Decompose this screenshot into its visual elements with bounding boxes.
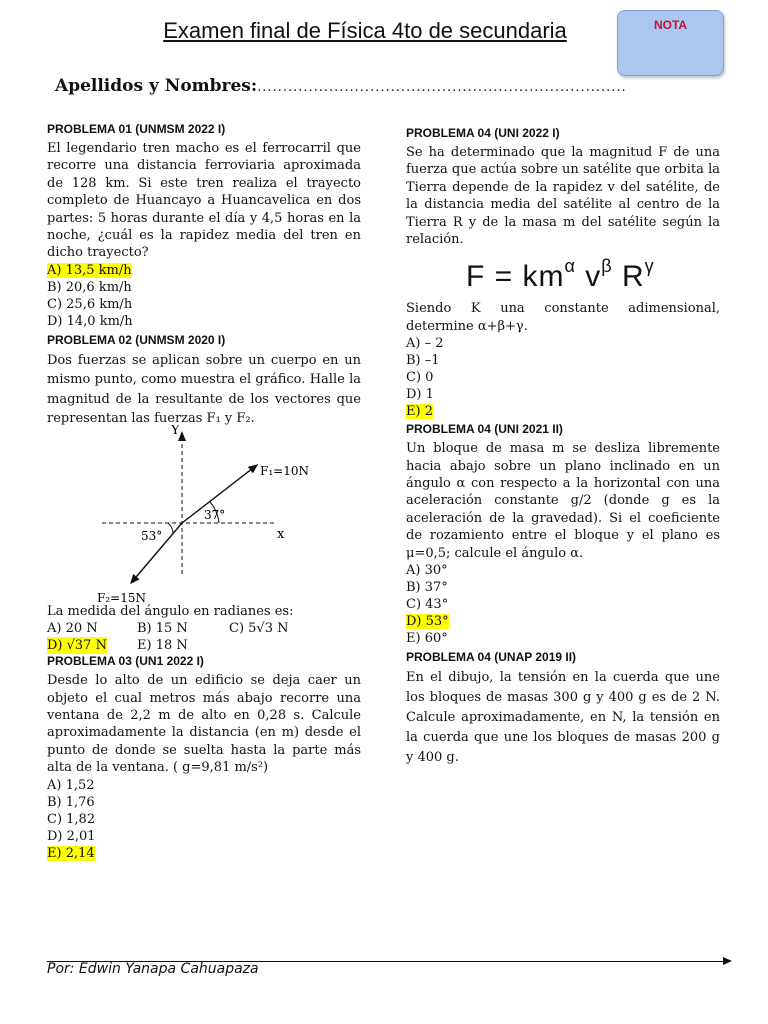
option: E) 2 <box>406 404 433 420</box>
option-row <box>47 620 361 637</box>
option: E) 60° <box>406 631 448 647</box>
angle-53-label: 53° <box>141 528 163 543</box>
grade-box <box>617 10 724 76</box>
author-credit: Por: Edwin Yanapa Cahuapaza <box>47 961 259 977</box>
problem-text: El legendario tren macho es el ferrocarril que recorre una distancia ferroviaria aproximada de 128 km. Si este tren realiza el trayecto completo de Huancayo a Huancavelica en dos partes: 5 horas durante el día y 4,5 horas en la noche, ¿cuál es la rapidez media del tren en dicho trayecto? <box>47 141 361 261</box>
option: D) √37 N <box>47 638 107 654</box>
force-vector-diagram <box>47 425 361 603</box>
problem-heading: PROBLEMA 04 (UNAP 2019 II) <box>406 650 577 665</box>
problem-heading: PROBLEMA 03 (UN1 2022 I) <box>47 654 204 669</box>
option: A) 30° <box>406 563 448 579</box>
option: E) 2,14 <box>47 845 95 861</box>
option: C) 0 <box>406 370 434 386</box>
problem-text: Dos fuerzas se aplican sobre un cuerpo en un mismo punto, como muestra el gráfico. Halle la magnitud de la resultante de los vectores que representan las fuerzas F₁ y F₂. <box>47 352 361 427</box>
problem-text: Desde lo alto de un edificio se deja caer un objeto el cual metros más abajo recorre una ventana de 2,2 m de alto en 0,28 s. Calcule aproximadamente la distancia (en m) desde el punto de donde se suelta hasta la parte más alta de la ventana. ( g=9,81 m/s²) <box>47 673 361 776</box>
problem-text: Siendo K una constante adimensional, determine α+β+γ. <box>406 301 720 334</box>
option: E) 18 N <box>137 638 188 654</box>
f1-label: F₁=10N <box>260 463 309 478</box>
option: C) 25,6 km/h <box>47 296 133 312</box>
option: C) 43° <box>406 597 449 613</box>
angle-arc-53 <box>168 523 173 533</box>
y-axis-label: Y <box>171 424 180 438</box>
right-column <box>406 126 720 768</box>
option: D) 2,01 <box>47 828 96 844</box>
left-column <box>47 122 361 862</box>
formula: $F = km^\alpha$ $v^\beta$ $R^\gamma$ <box>466 256 655 294</box>
option: A) 1,52 <box>47 777 95 793</box>
option: D) 1 <box>406 387 434 403</box>
grade-label: NOTA <box>653 18 688 32</box>
f2-label: F₂=15N <box>97 590 146 603</box>
option: B) 15 N <box>137 621 188 637</box>
student-name-label: Apellidos y Nombres: <box>55 76 258 96</box>
problem-text: Un bloque de masa m se desliza libremente hacia abajo sobre un plano inclinado en un ángulo α con respecto a la horizontal con una aceleración constante g/2 (donde g es la aceleración de la gravedad). Si el coeficiente de rozamiento entre el bloque y el plano es μ=0,5; calcule el ángulo α. <box>406 441 720 561</box>
student-name-line <box>55 76 627 96</box>
option: D) 53° <box>406 614 449 630</box>
x-axis-label: x <box>277 526 285 542</box>
option: B) 1,76 <box>47 794 95 810</box>
problem-text: En el dibujo, la tensión en la cuerda que une los bloques de masas 300 g y 400 g es de 2 N. Calcule aproximadamente, en N, la tensión en la cuerda que une los bloques de masas 200 g y 400 g. <box>406 670 720 766</box>
option-row <box>47 637 361 654</box>
problem-heading: PROBLEMA 04 (UNI 2021 II) <box>406 422 563 437</box>
arrow-icon <box>723 957 732 965</box>
student-name-dots: ........................................................................ <box>257 80 627 95</box>
option: C) 5√3 N <box>229 621 289 637</box>
problem-heading: PROBLEMA 01 (UNMSM 2022 I) <box>47 122 226 136</box>
angle-37-label: 37° <box>204 507 226 522</box>
problem-subquestion: La medida del ángulo en radianes es: <box>47 603 294 619</box>
option: D) 14,0 km/h <box>47 313 133 329</box>
option: A) 13,5 km/h <box>47 262 132 278</box>
option: A) 20 N <box>47 621 98 637</box>
problem-heading: PROBLEMA 04 (UNI 2022 I) <box>406 126 560 140</box>
exam-title: Examen final de Física 4to de secundaria <box>163 18 567 43</box>
option: B) 20,6 km/h <box>47 279 132 295</box>
option: A) – 2 <box>406 336 444 352</box>
problem-heading: PROBLEMA 02 (UNMSM 2020 I) <box>47 332 226 347</box>
problem-text: Se ha determinado que la magnitud F de una fuerza que actúa sobre un satélite que orbita la Tierra depende de la rapidez v del satélite, de la distancia media del satélite al centro de la Tierra R y de la masa m del satélite según la relación. <box>406 145 720 248</box>
option: C) 1,82 <box>47 811 96 827</box>
option: B) –1 <box>406 353 440 369</box>
option: B) 37° <box>406 580 448 596</box>
